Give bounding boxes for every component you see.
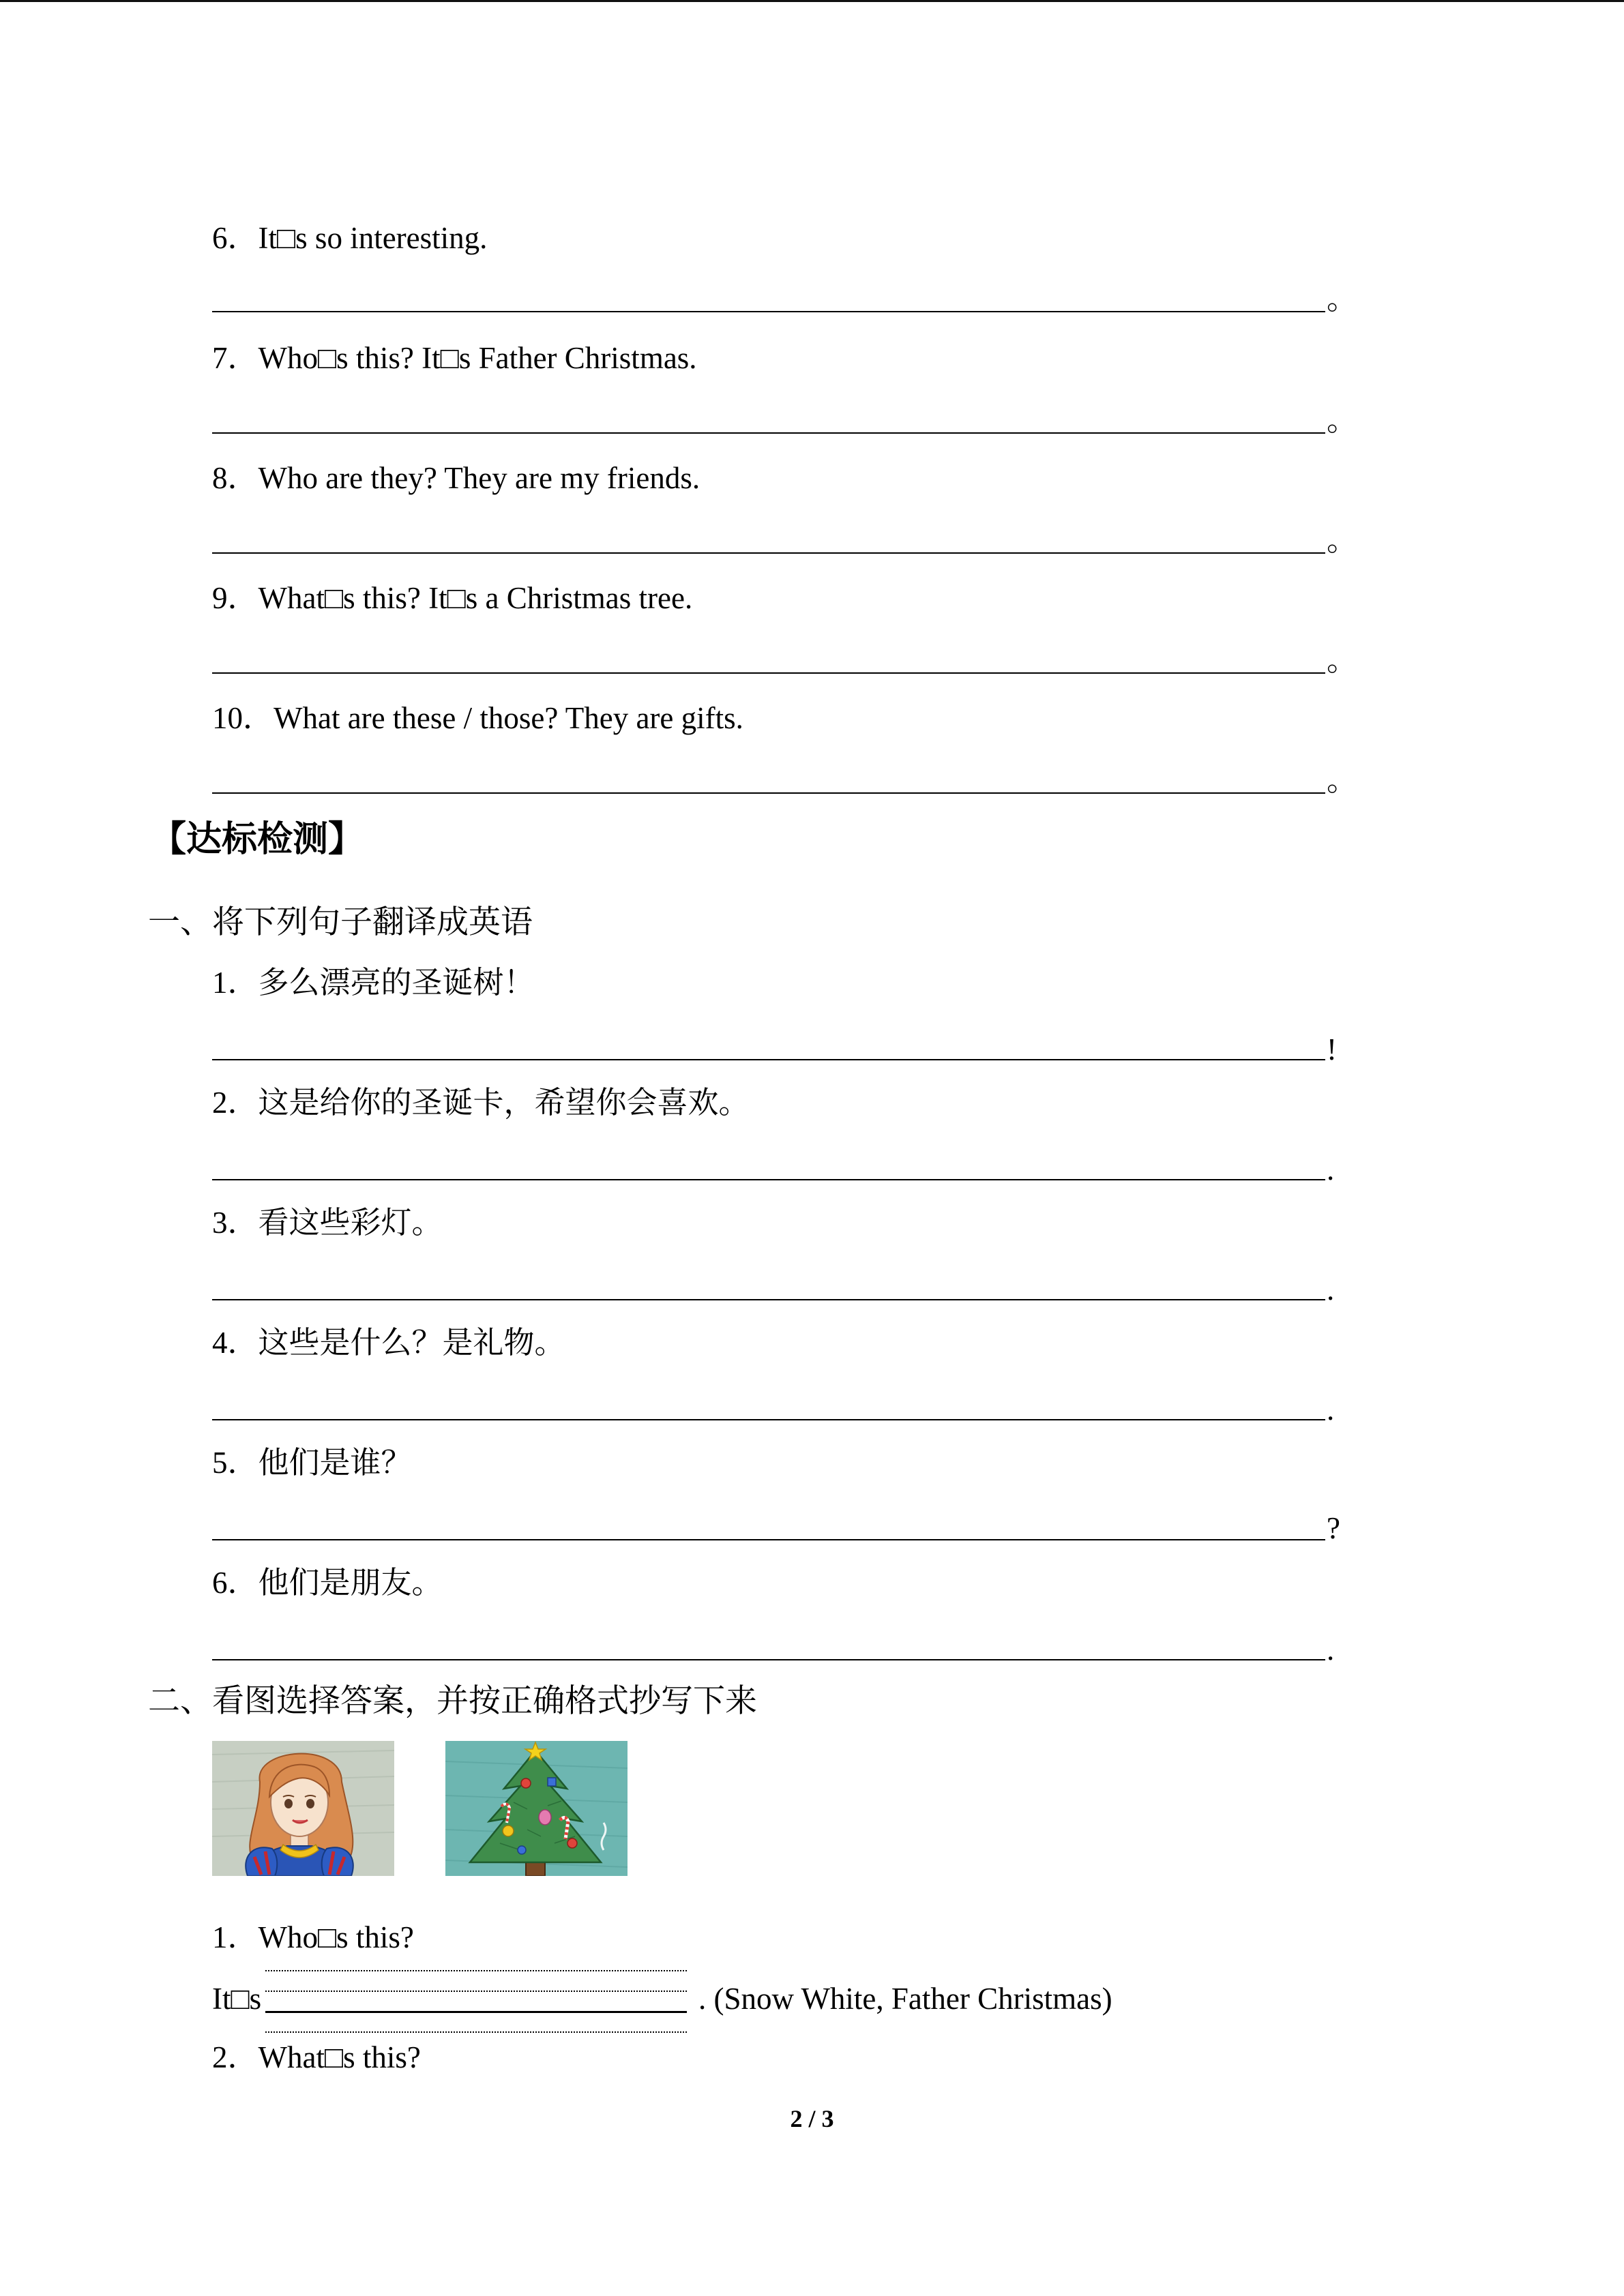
- answer-prefix: It□s: [212, 1982, 262, 2016]
- part1-answer-line-4: [212, 1419, 1325, 1420]
- ornament: [521, 1778, 531, 1788]
- four-line-writing-grid: [265, 1970, 687, 2034]
- grid-line-4: [265, 2031, 687, 2033]
- answer-options: . (Snow White, Father Christmas): [698, 1982, 1112, 2016]
- part2-heading: 二、看图选择答案，并按正确格式抄写下来: [148, 1684, 757, 1719]
- part1-end-mark-1: !: [1327, 1032, 1337, 1067]
- end-mark-9: 。: [1327, 643, 1358, 677]
- part1-question-2: 2．这是给你的圣诞卡，希望你会喜欢。: [212, 1086, 750, 1120]
- ornament: [539, 1810, 551, 1825]
- end-mark-8: 。: [1327, 523, 1358, 557]
- part1-answer-line-2: [212, 1179, 1325, 1180]
- question-10: 10．What are these / those? They are gifts.: [212, 701, 743, 735]
- section-title: 【达标检测】: [151, 820, 364, 859]
- part1-question-1: 1．多么漂亮的圣诞树！: [212, 966, 535, 1000]
- ornament: [567, 1838, 577, 1848]
- part1-answer-line-1: [212, 1059, 1325, 1060]
- question-6: 6．It□s so interesting.: [212, 221, 488, 255]
- ornament: [503, 1825, 514, 1836]
- part1-answer-line-5: [212, 1539, 1325, 1540]
- answer-line-8: [212, 552, 1325, 554]
- part1-answer-line-3: [212, 1299, 1325, 1300]
- answer-line-10: [212, 792, 1325, 794]
- ornament: [548, 1778, 556, 1786]
- question-8: 8．Who are they? They are my friends.: [212, 461, 700, 495]
- end-mark-7: 。: [1327, 403, 1358, 437]
- answer-line-9: [212, 672, 1325, 674]
- part1-heading: 一、将下列句子翻译成英语: [148, 905, 533, 940]
- grid-line-3: [265, 2011, 687, 2013]
- part2-question-2: 2．What□s this?: [212, 2040, 421, 2074]
- part1-question-3: 3．看这些彩灯。: [212, 1206, 443, 1240]
- end-mark-6: 。: [1327, 282, 1358, 316]
- part1-question-6: 6．他们是朋友。: [212, 1566, 443, 1600]
- part1-answer-line-6: [212, 1659, 1325, 1660]
- christmas-tree-picture: [445, 1741, 628, 1876]
- snow-white-picture: [212, 1741, 394, 1876]
- grid-line-2: [265, 1991, 687, 1992]
- tree-trunk: [526, 1861, 545, 1876]
- part1-end-mark-3: .: [1327, 1272, 1335, 1307]
- grid-line-1: [265, 1970, 687, 1971]
- question-9: 9．What□s this? It□s a Christmas tree.: [212, 581, 693, 615]
- part1-end-mark-6: .: [1327, 1632, 1335, 1667]
- ornament: [518, 1846, 526, 1854]
- part1-question-4: 4．这些是什么？是礼物。: [212, 1326, 565, 1360]
- part1-end-mark-4: .: [1327, 1392, 1335, 1427]
- part1-end-mark-2: .: [1327, 1152, 1335, 1187]
- part2-question-1: 1．Who□s this?: [212, 1920, 414, 1954]
- part1-question-5: 5．他们是谁？: [212, 1446, 412, 1480]
- part1-end-mark-5: ?: [1327, 1511, 1340, 1545]
- page-number: 2 / 3: [790, 2105, 834, 2132]
- end-mark-10: 。: [1327, 763, 1358, 797]
- answer-line-7: [212, 432, 1325, 434]
- answer-line-6: [212, 311, 1325, 312]
- question-7: 7．Who□s this? It□s Father Christmas.: [212, 341, 697, 375]
